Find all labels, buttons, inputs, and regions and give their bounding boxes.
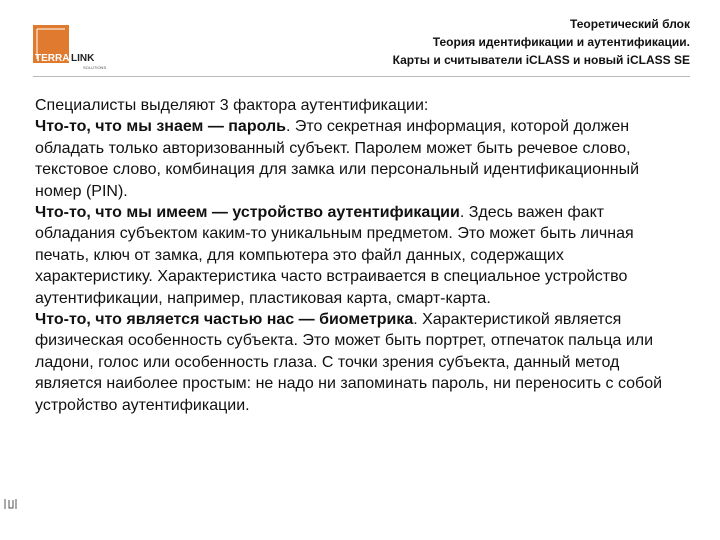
terralink-logo [33, 25, 111, 73]
factor-1-paragraph [35, 116, 685, 202]
factor-3-text: . Характеристикой является физическая особенность субъекта. Это может быть портрет, отпечаток пальца или ладони, голос или особенность глаза. С точки зрения субъекта, данный метод является наиболее простым: не надо ни запоминать пароль, ни переносить с собой устройство аутентификации. [35, 311, 663, 414]
slide-body [35, 95, 685, 416]
factor-3-title: Что-то, что является частью нас — биометрика [35, 311, 414, 329]
intro-text: Специалисты выделяют 3 фактора аутентификации: [35, 97, 429, 114]
factor-1-title: Что-то, что мы знаем — пароль [35, 118, 286, 136]
logo-tagline: SOLUTIONS [83, 65, 107, 70]
corner-bracket-icon [4, 497, 18, 511]
header-line-1: Теоретический блок [570, 17, 690, 31]
factor-1-text: . Это секретная информация, которой должен обладать только авторизованный субъект. Паролем может быть речевое слово, текстовое слово, комбинация для замка или персональный идентификационный номер (PIN). [35, 118, 640, 200]
factor-2-text: . Здесь важен факт обладания субъектом каким-то уникальным предметом. Это может быть личная печать, ключ от замка, для компьютера это файл данных, содержащих характеристику. Характеристика часто встраивается в специальное устройство аутентификации, например, пластиковая карта, смарт-карта. [35, 204, 634, 307]
slide-header [393, 15, 690, 69]
factor-3-paragraph [35, 309, 685, 416]
factor-2-title: Что-то, что мы имеем — устройство аутентификации [35, 204, 460, 222]
logo-link-text: LINK [71, 53, 95, 64]
header-line-3: Карты и считыватели iCLASS и новый iCLASS SE [392, 53, 690, 67]
factor-2-paragraph [35, 202, 685, 309]
header-divider [33, 76, 690, 77]
header-line-2: Теория идентификации и аутентификации. [432, 35, 690, 49]
logo-terra-text: TERRA [35, 53, 70, 64]
